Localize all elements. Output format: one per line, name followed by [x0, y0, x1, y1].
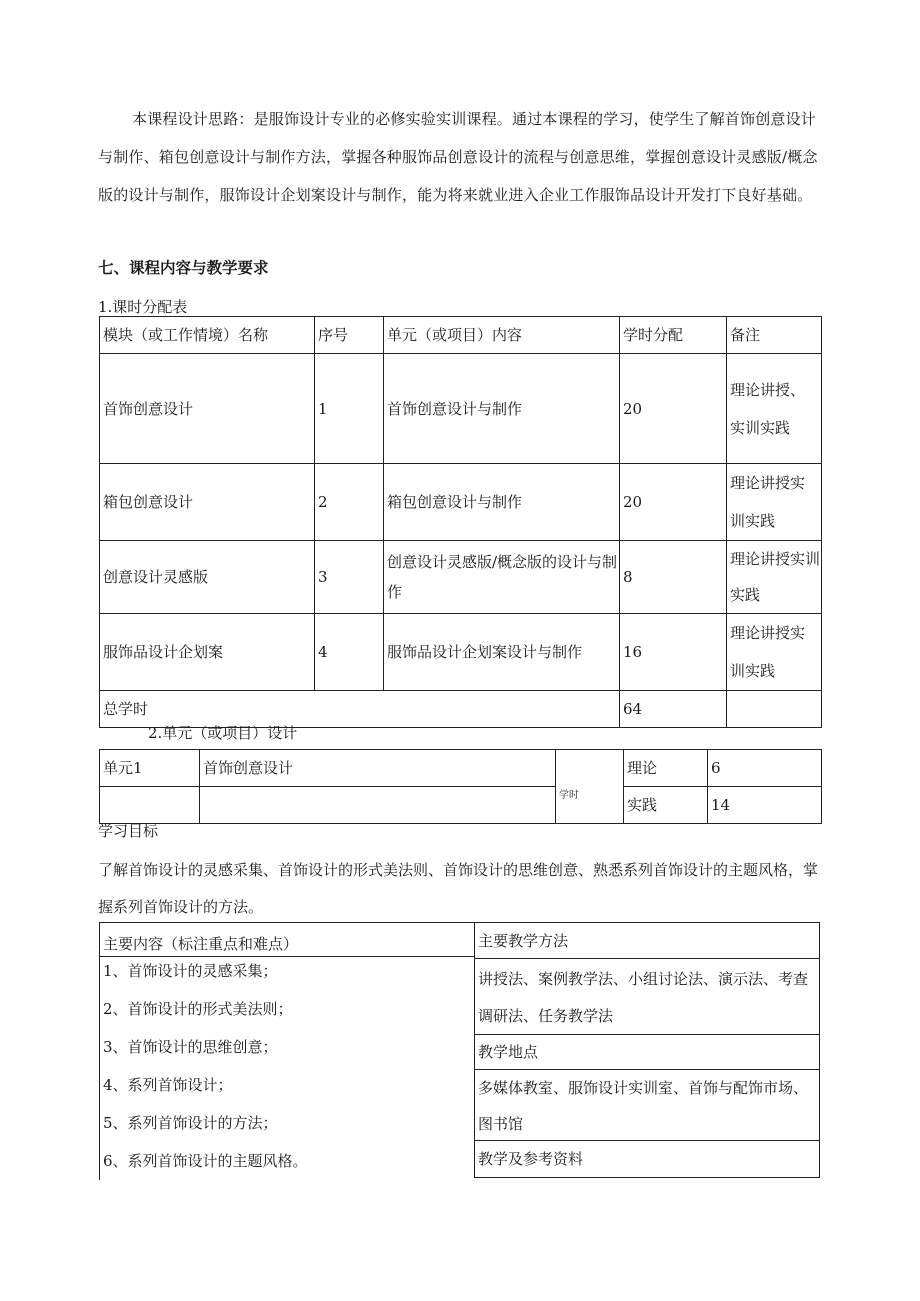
table-row	[100, 464, 822, 541]
hours-cell: 20	[620, 354, 727, 464]
divider	[99, 956, 475, 957]
header-no: 序号	[315, 317, 384, 354]
hours-cell: 8	[620, 541, 727, 614]
table-row	[100, 614, 822, 691]
header-module: 模块（或工作情境）名称	[100, 317, 315, 354]
goals-text: 了解首饰设计的灵感采集、首饰设计的形式美法则、首饰设计的思维创意、熟悉系列首饰设计的主题风格，掌握系列首饰设计的方法。	[98, 861, 819, 916]
table-row	[100, 787, 822, 824]
divider	[99, 922, 475, 923]
header-content: 单元（或项目）内容	[384, 317, 620, 354]
practice-hours: 14	[708, 787, 822, 824]
hours-allocation-table	[99, 316, 822, 728]
list-item: 6、系列首饰设计的主题风格。	[103, 1152, 308, 1170]
total-hours: 64	[620, 691, 727, 728]
module-cell: 创意设计灵感版	[100, 541, 315, 614]
no-cell: 4	[315, 614, 384, 691]
hours-cell: 20	[620, 464, 727, 541]
note-cell: 理论讲授实训实践	[727, 464, 822, 541]
table1-title: 1.课时分配表	[98, 298, 188, 316]
hours-label-top	[556, 750, 624, 787]
empty-cell	[100, 787, 200, 824]
table-row	[100, 354, 822, 464]
list-item: 5、系列首饰设计的方法；	[103, 1114, 278, 1132]
table2-title: 2.单元（或项目）设计	[148, 724, 298, 742]
section-heading: 七、课程内容与教学要求	[98, 258, 269, 277]
practice-label: 实践	[624, 787, 708, 824]
note-cell: 理论讲授、实训实践	[727, 354, 822, 464]
locations-cell: 多媒体教室、服饰设计实训室、首饰与配饰市场、图书馆	[474, 1069, 820, 1141]
content-cell: 创意设计灵感版/概念版的设计与制作	[384, 541, 620, 614]
location-header: 教学地点	[474, 1034, 820, 1070]
empty-cell	[200, 787, 556, 824]
intro-paragraph: 本课程设计思路：是服饰设计专业的必修实验实训课程。通过本课程的学习，使学生了解首饰创意设计与制作、箱包创意设计与制作方法，掌握各种服饰品创意设计的流程与创意思维，掌握创意设计灵感版/概念版的设计与制作，服饰设计企划案设计与制作，能为将来就业进入企业工作服饰品设计开发打下良好基础。	[98, 110, 818, 204]
list-item: 3、首饰设计的思维创意；	[103, 1038, 278, 1056]
table-row	[100, 541, 822, 614]
list-item: 2、首饰设计的形式美法则；	[103, 1000, 293, 1018]
theory-hours: 6	[708, 750, 822, 787]
goals-title: 学习目标	[98, 822, 159, 840]
unit-name: 首饰创意设计	[200, 750, 556, 787]
no-cell: 1	[315, 354, 384, 464]
unit-label: 单元1	[100, 750, 200, 787]
unit-design-table	[99, 749, 822, 824]
note-cell: 理论讲授实训实践	[727, 541, 822, 614]
no-cell: 2	[315, 464, 384, 541]
refs-header: 教学及参考资料	[474, 1140, 820, 1178]
note-cell: 理论讲授实训实践	[727, 614, 822, 691]
module-cell: 箱包创意设计	[100, 464, 315, 541]
header-hours: 学时分配	[620, 317, 727, 354]
list-item: 1、首饰设计的灵感采集；	[103, 962, 278, 980]
table-header-row	[100, 317, 822, 354]
content-cell: 服饰品设计企划案设计与制作	[384, 614, 620, 691]
content-header: 主要内容（标注重点和难点）	[103, 935, 299, 953]
table-row	[100, 750, 822, 787]
total-label: 总学时	[100, 691, 620, 728]
total-note	[727, 691, 822, 728]
content-cell: 首饰创意设计与制作	[384, 354, 620, 464]
module-cell: 首饰创意设计	[100, 354, 315, 464]
module-cell: 服饰品设计企划案	[100, 614, 315, 691]
hours-label: 学时	[556, 787, 624, 824]
header-note: 备注	[727, 317, 822, 354]
list-item: 4、系列首饰设计；	[103, 1076, 233, 1094]
content-cell: 箱包创意设计与制作	[384, 464, 620, 541]
divider	[99, 922, 100, 1180]
theory-label: 理论	[624, 750, 708, 787]
method-header: 主要教学方法	[474, 922, 820, 959]
hours-cell: 16	[620, 614, 727, 691]
methods-cell: 讲授法、案例教学法、小组讨论法、演示法、考查调研法、任务教学法	[474, 958, 820, 1035]
no-cell: 3	[315, 541, 384, 614]
